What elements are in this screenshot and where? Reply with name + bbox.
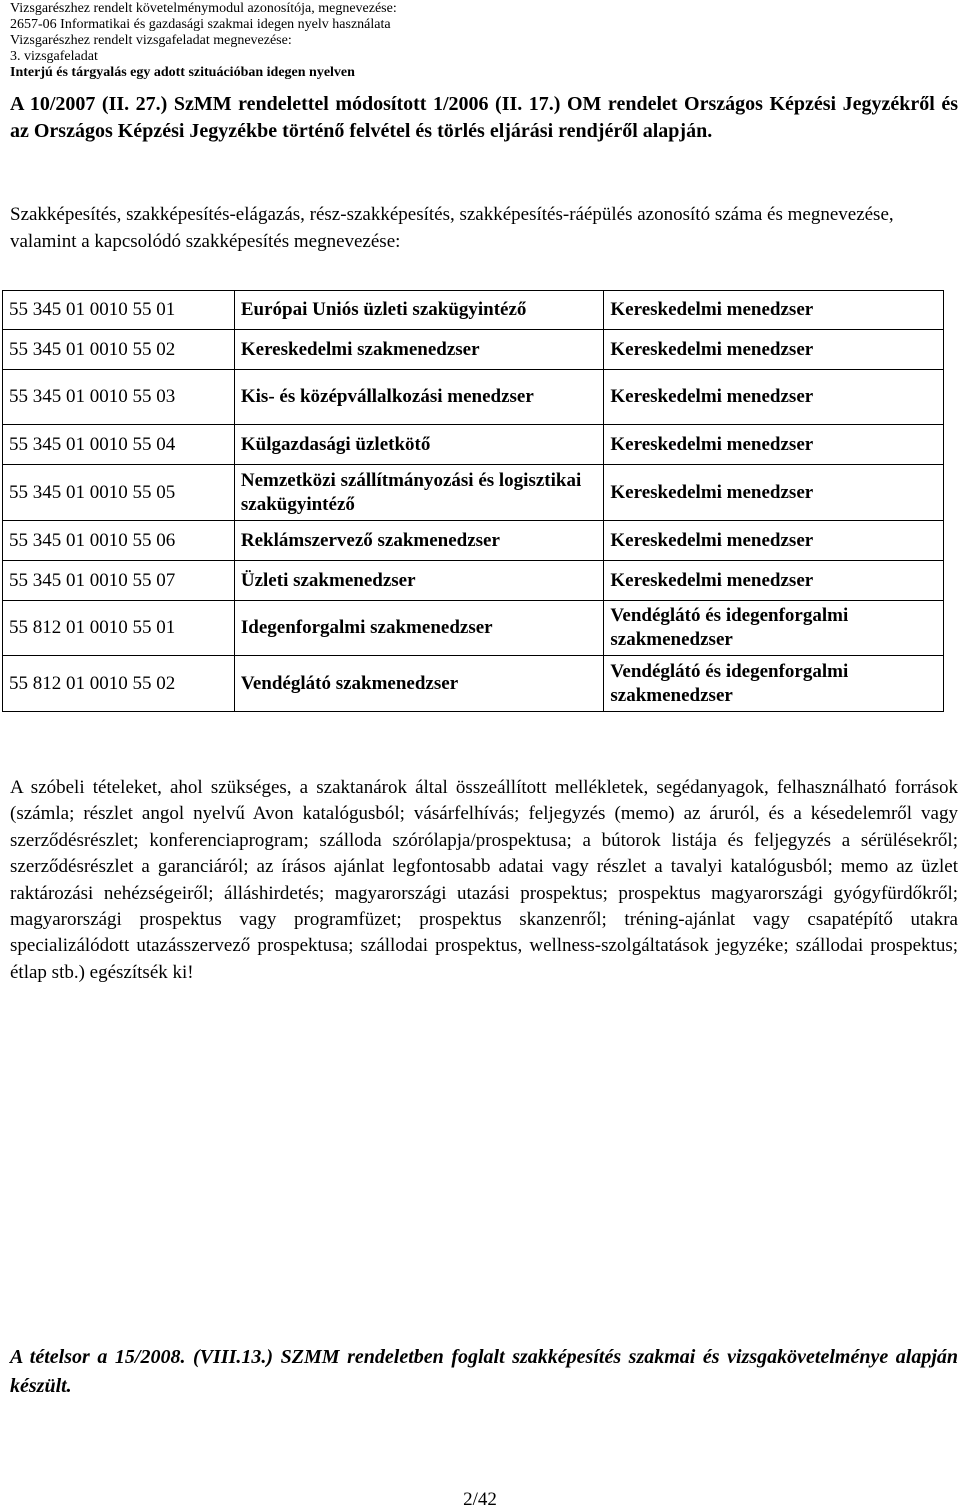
parent-qualification: Kereskedelmi menedzser bbox=[604, 291, 944, 330]
qualification-intro: Szakképesítés, szakképesítés-elágazás, rész-szakképesítés, szakképesítés-ráépülés azonosító száma és megnevezése, valamint a kapcsolódó szakképesítés megnevezése: bbox=[10, 204, 894, 252]
footer-note-part: A tételsor a 15/2008. (VIII.13.) SZMM rendeletben bbox=[10, 1346, 452, 1368]
qualification-table bbox=[2, 290, 944, 712]
table-row bbox=[3, 656, 944, 712]
footer-note bbox=[10, 1343, 958, 1401]
qualification-code: 55 345 01 0010 55 07 bbox=[3, 561, 235, 601]
header-module-value: 2657-06 Informatikai és gazdasági szakmai idegen nyelv használata bbox=[10, 17, 391, 32]
table-row bbox=[3, 370, 944, 425]
qualification-code: 55 812 01 0010 55 01 bbox=[3, 601, 235, 656]
parent-qualification: Kereskedelmi menedzser bbox=[604, 521, 944, 561]
header-task-label: Vizsgarészhez rendelt vizsgafeladat megnevezése: bbox=[10, 33, 292, 48]
table-row bbox=[3, 561, 944, 601]
parent-qualification: Vendéglátó és idegenforgalmi szakmenedzser bbox=[604, 656, 944, 712]
qualification-code: 55 345 01 0010 55 01 bbox=[3, 291, 235, 330]
qualification-name: Külgazdasági üzletkötő bbox=[234, 425, 604, 465]
footer-note-part: foglalt szakképesítés szakmai és vizsgakövetelménye alapján készült. bbox=[10, 1346, 958, 1397]
parent-qualification: Kereskedelmi menedzser bbox=[604, 425, 944, 465]
table-row bbox=[3, 601, 944, 656]
qualification-name: Kereskedelmi szakmenedzser bbox=[234, 330, 604, 370]
table-row bbox=[3, 330, 944, 370]
qualification-name: Kis- és középvállalkozási menedzser bbox=[234, 370, 604, 425]
qualification-name: Üzleti szakmenedzser bbox=[234, 561, 604, 601]
parent-qualification: Kereskedelmi menedzser bbox=[604, 330, 944, 370]
qualification-name: Idegenforgalmi szakmenedzser bbox=[234, 601, 604, 656]
qualification-code: 55 812 01 0010 55 02 bbox=[3, 656, 235, 712]
qualification-code: 55 345 01 0010 55 04 bbox=[3, 425, 235, 465]
qualification-code: 55 345 01 0010 55 03 bbox=[3, 370, 235, 425]
header-task-number: 3. vizsgafeladat bbox=[10, 49, 98, 64]
qualification-code: 55 345 01 0010 55 05 bbox=[3, 465, 235, 521]
header-module-label: Vizsgarészhez rendelt követelménymodul azonosítója, megnevezése: bbox=[10, 1, 397, 16]
parent-qualification: Kereskedelmi menedzser bbox=[604, 370, 944, 425]
qualification-code: 55 345 01 0010 55 06 bbox=[3, 521, 235, 561]
qualification-name: Reklámszervező szakmenedzser bbox=[234, 521, 604, 561]
table-row bbox=[3, 291, 944, 330]
oral-exam-instructions: A szóbeli tételeket, ahol szükséges, a szaktanárok által összeállított mellékletek, segédanyagok, felhasználható források (számla; részlet angol nyelvű Avon katalógusból; vásárfelhívás; feljegyzés (memo) az áruról, és a késedelemről vagy szerződésrészlet; konferenciaprogram; szálloda szórólapja/prospektusa; a bútorok listája és feljegyzés a sérülésekről; szerződésrészlet a garanciáról; az írásos ajánlat legfontosabb adatai vagy részlet a tavalyi katalógusból; memo az üzlet raktározási nehézségeiről; álláshirdetés; magyarországi utazási prospektus; prospektus magyarországi gyógyfürdőkről; magyarországi prospektus vagy programfüzet; prospektus skanzenről; tréning-ajánlat vagy csapatépítő utakra specializálódott utazásszervező prospektusa; szállodai prospektus, wellness-szolgáltatások jegyzéke; szállodai prospektus; étlap stb.) egészítsék ki! bbox=[10, 777, 958, 983]
qualification-code: 55 345 01 0010 55 02 bbox=[3, 330, 235, 370]
parent-qualification: Vendéglátó és idegenforgalmi szakmenedzser bbox=[604, 601, 944, 656]
table-row bbox=[3, 425, 944, 465]
table-row bbox=[3, 521, 944, 561]
qualification-name: Európai Uniós üzleti szakügyintéző bbox=[234, 291, 604, 330]
document-header bbox=[10, 1, 950, 81]
parent-qualification: Kereskedelmi menedzser bbox=[604, 465, 944, 521]
page-number: 2/42 bbox=[463, 1489, 497, 1510]
parent-qualification: Kereskedelmi menedzser bbox=[604, 561, 944, 601]
header-task-title: Interjú és tárgyalás egy adott szituációban idegen nyelven bbox=[10, 65, 355, 80]
qualification-name: Vendéglátó szakmenedzser bbox=[234, 656, 604, 712]
table-row bbox=[3, 465, 944, 521]
qualification-name: Nemzetközi szállítmányozási és logisztikai szakügyintéző bbox=[234, 465, 604, 521]
decree-intro: A 10/2007 (II. 27.) SzMM rendelettel módosított 1/2006 (II. 17.) OM rendelet Országos Képzési Jegyzékről és az Országos Képzési Jegyzékbe történő felvétel és törlés eljárási rendjéről alapján. bbox=[10, 93, 958, 142]
